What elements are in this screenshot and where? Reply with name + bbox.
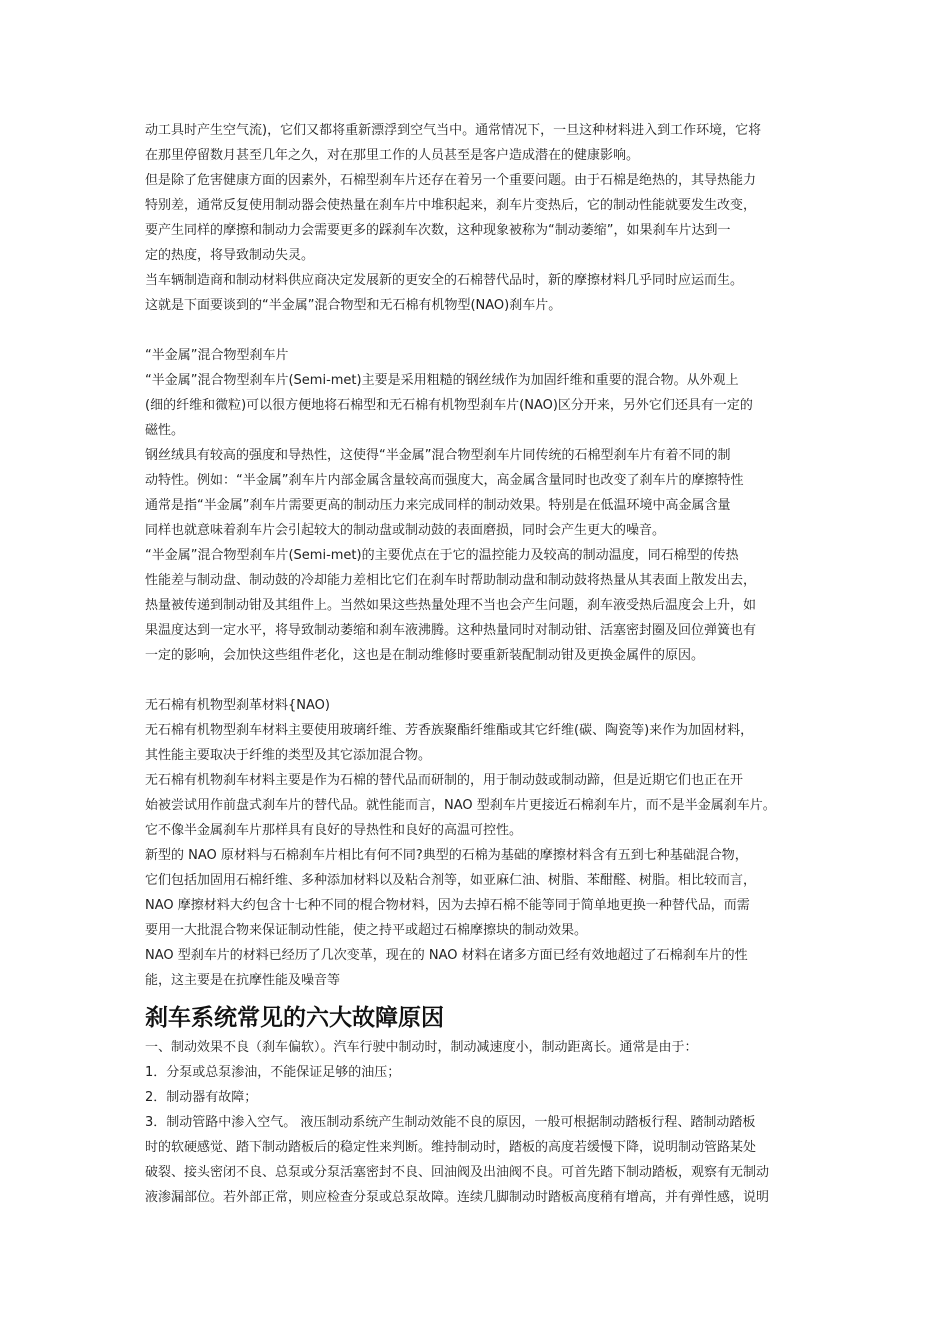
paragraph-line: NAO 摩擦材料大约包含十七种不同的棍合物材料，因为去掉石棉不能等同于简单地更换一种替代品，而需 xyxy=(145,898,750,913)
paragraph-line: 磁性。 xyxy=(145,423,185,438)
paragraph-line: 新型的 NAO 原材料与石棉刹车片相比有何不同?典型的石棉为基础的摩擦材料含有五到七种基础混合物， xyxy=(145,848,748,863)
section-heading: 刹车系统常见的六大故障原因 xyxy=(145,1004,444,1031)
paragraph-line: 果温度达到一定水平，将导致制动萎缩和刹车液沸腾。这种热量同时对制动钳、活塞密封圈及回位弹簧也有 xyxy=(145,623,757,638)
paragraph-line: 其性能主要取决于纤维的类型及其它添加混合物。 xyxy=(145,748,432,763)
paragraph-line: 定的热度，将导致制动失灵。 xyxy=(145,248,315,263)
paragraph-line: 破裂、接头密闭不良、总泵或分泵活塞密封不良、回油阀及出油阀不良。可首先踏下制动踏板，观察有无制动 xyxy=(145,1165,770,1180)
blank-line xyxy=(145,668,813,693)
paragraph-line: 当车辆制造商和制动材料供应商决定发展新的更安全的石棉替代品时，新的摩擦材料几乎同时应运而生。 xyxy=(145,273,744,288)
blank-line xyxy=(145,318,813,343)
paragraph-line: 它不像半金属刹车片那样具有良好的导热性和良好的高温可控性。 xyxy=(145,823,523,838)
paragraph-line: 一定的影响，会加快这些组件老化，这也是在制动维修时要重新装配制动钳及更换金属件的原因。 xyxy=(145,648,705,663)
paragraph-line: 始被尝试用作前盘式刹车片的替代品。就性能而言，NAO 型刹车片更接近石棉刹车片，而不是半金属刹车片。 xyxy=(145,798,776,813)
paragraph-line: 性能差与制动盘、制动鼓的冷却能力差相比它们在刹车时帮助制动盘和制动鼓将热量从其表面上散发出去， xyxy=(145,573,757,588)
section-nao xyxy=(145,693,813,993)
section-semi-metallic xyxy=(145,343,813,668)
paragraph-line: 同样也就意味着刹车片会引起较大的制动盘或制动鼓的表面磨损，同时会产生更大的噪音。 xyxy=(145,523,666,538)
paragraph-line: 动工具时产生空气流)，它们又都将重新漂浮到空气当中。通常情况下，一旦这种材料进入到工作环境，它将 xyxy=(145,123,762,138)
paragraph-line: 无石棉有机物型刹车材料主要使用玻璃纤维、芳香族聚酯纤维酯或其它纤维(碳、陶瓷等)来作为加固材料， xyxy=(145,723,754,738)
paragraph-line: 要用一大批混合物来保证制动性能，使之持平或超过石棉摩擦块的制动效果。 xyxy=(145,923,588,938)
paragraph-line: 3．制动管路中渗入空气。 液压制动系统产生制动效能不良的原因，一般可根据制动踏板行程、踏制动踏板 xyxy=(145,1115,756,1130)
paragraph-line: 在那里停留数月甚至几年之久，对在那里工作的人员甚至是客户造成潜在的健康影响。 xyxy=(145,148,640,163)
paragraph-line: 2．制动器有故障； xyxy=(145,1090,258,1105)
section-asbestos-issues xyxy=(145,118,813,318)
paragraph-line: 但是除了危害健康方面的因素外，石棉型刹车片还存在着另一个重要问题。由于石棉是绝热的，其导热能力 xyxy=(145,173,757,188)
paragraph-line: 1．分泵或总泵渗油，不能保证足够的油压； xyxy=(145,1065,401,1080)
paragraph-line: NAO 型刹车片的材料已经历了几次变革，现在的 NAO 材料在诸多方面已经有效地超过了石棉刹车片的性 xyxy=(145,948,748,963)
paragraph-line: “半金属”混合物型刹车片(Semi-met)主要是采用粗糙的钢丝绒作为加固纤维和重要的混合物。从外观上 xyxy=(145,373,739,388)
paragraph-line: 通常是指“半金属”刹车片需要更高的制动压力来完成同样的制动效果。特别是在低温环境中高金属含量 xyxy=(145,498,731,513)
section-title: 无石棉有机物型刹革材料{NAO) xyxy=(145,698,330,713)
document-page xyxy=(145,118,813,1210)
paragraph-line: 液渗漏部位。若外部正常，则应检查分泵或总泵故障。连续几脚制动时踏板高度稍有增高，并有弹性感，说明 xyxy=(145,1190,770,1205)
paragraph-line: “半金属”混合物型刹车片(Semi-met)的主要优点在于它的温控能力及较高的制动温度，同石棉型的传热 xyxy=(145,548,739,563)
paragraph-line: 热量被传递到制动钳及其组件上。当然如果这些热量处理不当也会产生问题，刹车液受热后温度会上升，如 xyxy=(145,598,757,613)
paragraph-line: 无石棉有机物刹车材料主要是作为石棉的替代品而研制的，用于制动鼓或制动蹄，但是近期它们也正在开 xyxy=(145,773,744,788)
paragraph-line: (细的纤维和微粒)可以很方便地将石棉型和无石棉有机物型刹车片(NAO)区分开来，另外它们还具有一定的 xyxy=(145,398,753,413)
paragraph-line: 它们包括加固用石棉纤维、多种添加材料以及粘合剂等，如亚麻仁油、树脂、苯酣醛、树脂。相比较而言， xyxy=(145,873,757,888)
section-title: “半金属”混合物型刹车片 xyxy=(145,348,289,363)
section-brake-faults xyxy=(145,1001,813,1210)
paragraph-line: 特别差，通常反复使用制动器会使热量在刹车片中堆积起来，刹车片变热后，它的制动性能就要发生改变， xyxy=(145,198,757,213)
paragraph-line: 要产生同样的摩擦和制动力会需要更多的踩刹车次数，这种现象被称为“制动萎缩”，如果刹车片达到一 xyxy=(145,223,731,238)
paragraph-line: 钢丝绒具有较高的强度和导热性，这使得“半金属”混合物型刹车片同传统的石棉型刹车片有着不同的制 xyxy=(145,448,731,463)
paragraph-line: 动特性。例如：“半金属”刹车片内部金属含量较高而强度大，高金属含量同时也改变了刹车片的摩擦特性 xyxy=(145,473,744,488)
paragraph-line: 时的软硬感觉、踏下制动踏板后的稳定性来判断。维持制动时，踏板的高度若缓慢下降，说明制动管路某处 xyxy=(145,1140,757,1155)
paragraph-line: 这就是下面要谈到的“半金属”混合物型和无石棉有机物型(NAO)刹车片。 xyxy=(145,298,562,313)
paragraph-line: 能，这主要是在抗摩性能及噪音等 xyxy=(145,973,341,988)
paragraph-line: 一、制动效果不良（刹车偏软）。汽车行驶中制动时，制动减速度小，制动距离长。通常是由于： xyxy=(145,1040,698,1055)
